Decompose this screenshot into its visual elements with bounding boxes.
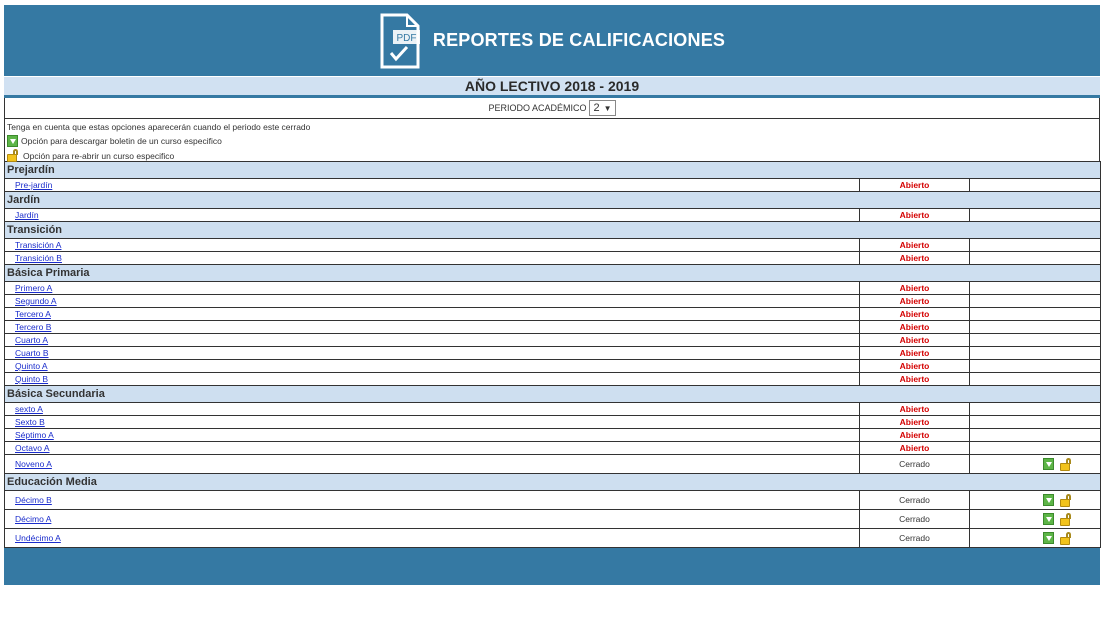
- course-link[interactable]: Décimo B: [15, 495, 52, 505]
- course-name-cell: [5, 529, 860, 548]
- course-status: Abierto: [860, 373, 970, 386]
- course-status: Cerrado: [860, 529, 970, 548]
- legend-download-text: Opción para descargar boletin de un curso especifico: [21, 135, 222, 146]
- course-status: Abierto: [860, 429, 970, 442]
- course-actions: [970, 239, 1101, 252]
- course-link[interactable]: Jardín: [15, 210, 39, 220]
- period-selector-row: [4, 98, 1100, 119]
- course-name-cell: [5, 373, 860, 386]
- course-link[interactable]: Séptimo A: [15, 430, 54, 440]
- course-actions: [970, 334, 1101, 347]
- course-status: Abierto: [860, 239, 970, 252]
- course-name-cell: [5, 295, 860, 308]
- course-link[interactable]: Tercero A: [15, 309, 51, 319]
- category-title: Básica Primaria: [5, 265, 1101, 282]
- course-actions: [970, 373, 1101, 386]
- course-status: Abierto: [860, 179, 970, 192]
- course-row: [5, 510, 1101, 529]
- course-link[interactable]: Sexto B: [15, 417, 45, 427]
- course-link[interactable]: Quinto A: [15, 361, 48, 371]
- course-link[interactable]: Transición B: [15, 253, 62, 263]
- course-actions: [970, 442, 1101, 455]
- unlock-icon[interactable]: [1060, 532, 1073, 545]
- course-status: Cerrado: [860, 491, 970, 510]
- course-status: Abierto: [860, 334, 970, 347]
- course-actions: [970, 360, 1101, 373]
- course-link[interactable]: Octavo A: [15, 443, 50, 453]
- category-title: Básica Secundaria: [5, 386, 1101, 403]
- course-name-cell: [5, 416, 860, 429]
- course-name-cell: [5, 334, 860, 347]
- course-link[interactable]: Undécimo A: [15, 533, 61, 543]
- course-actions: [970, 429, 1101, 442]
- course-row: [5, 179, 1101, 192]
- course-link[interactable]: Segundo A: [15, 296, 57, 306]
- svg-text:PDF: PDF: [396, 32, 417, 44]
- course-name-cell: [5, 321, 860, 334]
- course-name-cell: [5, 360, 860, 373]
- legend-reopen-text: Opción para re-abrir un curso especifico: [23, 150, 175, 161]
- course-status: Abierto: [860, 321, 970, 334]
- category-header: [5, 222, 1101, 239]
- course-row: [5, 334, 1101, 347]
- course-status: Abierto: [860, 360, 970, 373]
- course-actions: [970, 403, 1101, 416]
- course-status: Abierto: [860, 416, 970, 429]
- course-name-cell: [5, 282, 860, 295]
- course-row: [5, 442, 1101, 455]
- course-actions: [970, 209, 1101, 222]
- course-actions: [970, 510, 1101, 529]
- course-row: [5, 373, 1101, 386]
- course-status: Abierto: [860, 403, 970, 416]
- course-row: [5, 347, 1101, 360]
- course-row: [5, 491, 1101, 510]
- course-row: [5, 239, 1101, 252]
- course-row: [5, 403, 1101, 416]
- course-status: Abierto: [860, 282, 970, 295]
- category-title: Prejardín: [5, 162, 1101, 179]
- legend-download: [7, 133, 1097, 148]
- course-link[interactable]: sexto A: [15, 404, 43, 414]
- course-status: Cerrado: [860, 455, 970, 474]
- course-actions: [970, 347, 1101, 360]
- category-header: [5, 474, 1101, 491]
- course-status: Abierto: [860, 347, 970, 360]
- course-row: [5, 295, 1101, 308]
- download-icon[interactable]: [1043, 532, 1054, 544]
- course-actions: [970, 282, 1101, 295]
- course-row: [5, 308, 1101, 321]
- period-select-value: 2: [593, 102, 600, 114]
- course-actions: [970, 455, 1101, 474]
- course-row: [5, 321, 1101, 334]
- category-header: [5, 265, 1101, 282]
- category-header: [5, 386, 1101, 403]
- course-actions: [970, 529, 1101, 548]
- course-status: Abierto: [860, 295, 970, 308]
- options-legend: [4, 119, 1100, 161]
- course-status: Abierto: [860, 209, 970, 222]
- course-row: [5, 252, 1101, 265]
- period-label: PERIODO ACADÉMICO: [488, 103, 587, 113]
- page-title: REPORTES DE CALIFICACIONES: [432, 30, 726, 50]
- course-row: [5, 429, 1101, 442]
- course-status: Abierto: [860, 252, 970, 265]
- course-name-cell: [5, 429, 860, 442]
- chevron-down-icon: ▼: [603, 103, 612, 113]
- action-icons: [998, 513, 1073, 526]
- course-name-cell: [5, 403, 860, 416]
- action-icons: [998, 532, 1073, 545]
- download-icon[interactable]: [1043, 494, 1054, 506]
- report-page: [4, 5, 1100, 585]
- course-actions: [970, 491, 1101, 510]
- courses-table: [4, 161, 1101, 548]
- course-row: [5, 455, 1101, 474]
- unlock-icon: [7, 149, 20, 162]
- course-link[interactable]: Noveno A: [15, 459, 52, 469]
- course-actions: [970, 252, 1101, 265]
- course-link[interactable]: Pre-jardín: [15, 180, 53, 190]
- course-name-cell: [5, 308, 860, 321]
- course-link[interactable]: Décimo A: [15, 514, 52, 524]
- course-link[interactable]: Cuarto B: [15, 348, 49, 358]
- download-icon: [7, 135, 18, 147]
- category-title: Transición: [5, 222, 1101, 239]
- course-link[interactable]: Tercero B: [15, 322, 52, 332]
- action-icons: [998, 458, 1073, 471]
- course-link[interactable]: Cuarto A: [15, 335, 49, 345]
- course-actions: [970, 308, 1101, 321]
- course-name-cell: [5, 179, 860, 192]
- course-status: Abierto: [860, 442, 970, 455]
- category-title: Jardín: [5, 192, 1101, 209]
- course-name-cell: [5, 455, 860, 474]
- course-actions: [970, 295, 1101, 308]
- school-year-title: AÑO LECTIVO 2018 - 2019: [4, 77, 1100, 98]
- course-name-cell: [5, 239, 860, 252]
- course-name-cell: [5, 442, 860, 455]
- course-status: Abierto: [860, 308, 970, 321]
- category-header: [5, 192, 1101, 209]
- course-row: [5, 209, 1101, 222]
- course-link[interactable]: Quinto B: [15, 374, 49, 384]
- course-link[interactable]: Transición A: [15, 240, 62, 250]
- course-actions: [970, 321, 1101, 334]
- action-icons: [998, 494, 1073, 507]
- courses-table-body: [5, 162, 1101, 548]
- course-row: [5, 282, 1101, 295]
- course-row: [5, 360, 1101, 373]
- course-row: [5, 529, 1101, 548]
- course-name-cell: [5, 491, 860, 510]
- page-footer: [4, 548, 1100, 585]
- course-name-cell: [5, 347, 860, 360]
- download-icon[interactable]: [1043, 513, 1054, 525]
- pdf-report-icon: [379, 12, 421, 70]
- course-row: [5, 416, 1101, 429]
- course-actions: [970, 416, 1101, 429]
- course-name-cell: [5, 252, 860, 265]
- course-name-cell: [5, 209, 860, 222]
- unlock-icon[interactable]: [1060, 458, 1073, 471]
- course-actions: [970, 179, 1101, 192]
- course-link[interactable]: Primero A: [15, 283, 53, 293]
- category-header: [5, 162, 1101, 179]
- download-icon[interactable]: [1043, 458, 1054, 470]
- course-name-cell: [5, 510, 860, 529]
- legend-note: Tenga en cuenta que estas opciones aparecerán cuando el periodo este cerrado: [7, 122, 311, 132]
- period-select[interactable]: [589, 100, 615, 116]
- page-header: [4, 5, 1100, 76]
- unlock-icon[interactable]: [1060, 494, 1073, 507]
- category-title: Educación Media: [5, 474, 1101, 491]
- unlock-icon[interactable]: [1060, 513, 1073, 526]
- course-status: Cerrado: [860, 510, 970, 529]
